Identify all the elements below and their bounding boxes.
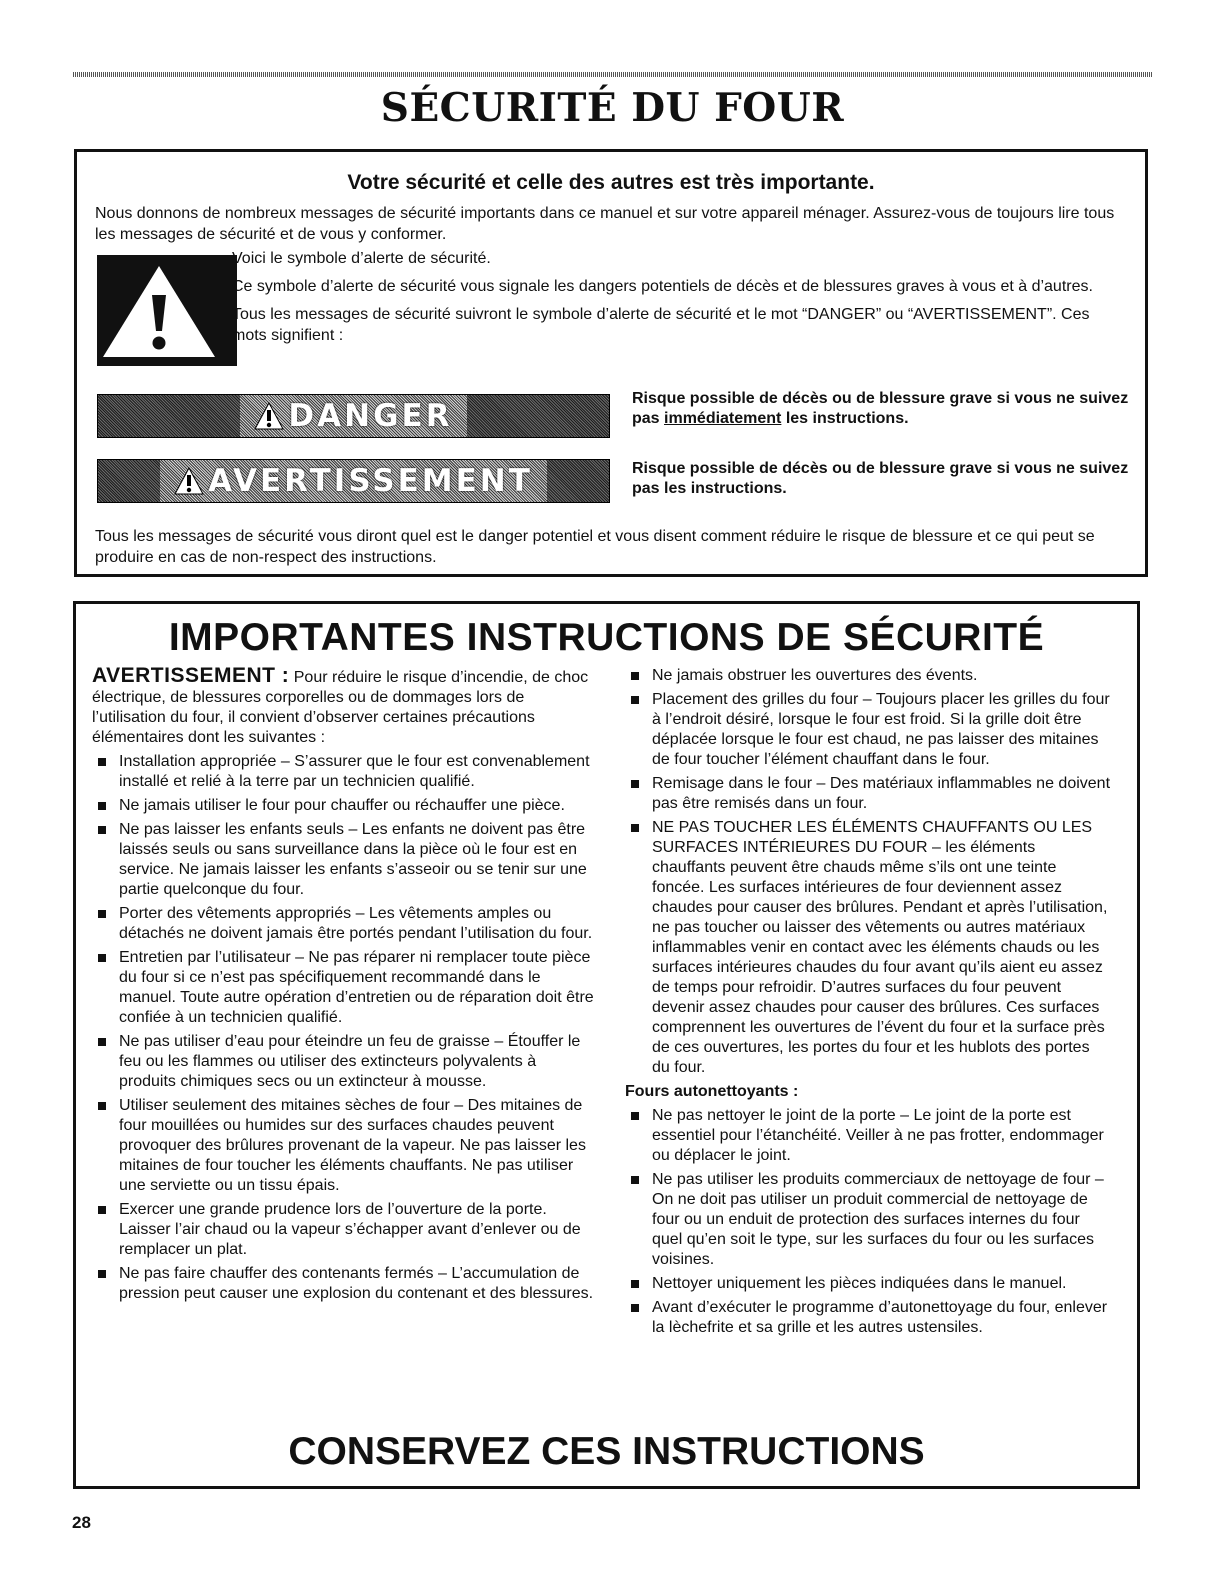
- bullet-icon: [98, 1102, 106, 1110]
- bullet-icon: [98, 954, 106, 962]
- bullet-icon: [631, 672, 639, 680]
- list-item: Exercer une grande prudence lors de l’ouverture de la porte. Laisser l’air chaud ou la vapeur s’échapper avant d’enlever ou de remplacer un plat.: [92, 1200, 597, 1260]
- safety-alert-symbol-icon: [97, 255, 237, 366]
- right-instruction-list: [625, 666, 1110, 1078]
- alert-explanation: [232, 248, 1112, 353]
- list-item: Ne pas faire chauffer des contenants fermés – L’accumulation de pression peut causer une explosion du contenant et des blessures.: [92, 1264, 597, 1304]
- safety-heading: Votre sécurité et celle des autres est très importante.: [347, 171, 875, 194]
- list-item: Installation appropriée – S’assurer que le four est convenablement installé et relié à la terre par un technicien qualifié.: [92, 752, 597, 792]
- bullet-icon: [631, 1304, 639, 1312]
- bullet-icon: [631, 780, 639, 788]
- list-item: Placement des grilles du four – Toujours placer les grilles du four à l’endroit désiré, lorsque le four est froid. Si la grille doit être déplacée lorsque le four est chaud, ne pas laisser des mitaines de four toucher l’élément chauffant dans le four.: [625, 690, 1110, 770]
- instructions-left-column: [92, 666, 597, 1308]
- list-item: Avant d’exécuter le programme d’autonettoyage du four, enlever la lèchefrite et sa grille et les autres ustensiles.: [625, 1298, 1110, 1338]
- list-item: Utiliser seulement des mitaines sèches de four – Des mitaines de four mouillées ou humides sur des surfaces chaudes peuvent provoquer des brûlures provenant de la vapeur. Ne pas laisser les mitaines de four toucher les éléments chauffants. Ne pas utiliser une serviette ou un tissu épais.: [92, 1096, 597, 1196]
- bullet-icon: [631, 1112, 639, 1120]
- left-instruction-list: [92, 752, 597, 1304]
- list-item: Entretien par l’utilisateur – Ne pas réparer ni remplacer toute pièce du four si ce n’est pas spécifiquement recommandé dans le manuel. Toute autre opération d’entretien ou de réparation doit être confiée à un technicien qualifié.: [92, 948, 597, 1028]
- bullet-icon: [98, 910, 106, 918]
- list-item: Remisage dans le four – Des matériaux inflammables ne doivent pas être remisés dans un four.: [625, 774, 1110, 814]
- page-number: 28: [72, 1513, 91, 1532]
- warning-banner: [97, 459, 610, 503]
- list-item: Ne jamais obstruer les ouvertures des évents.: [625, 666, 1110, 686]
- warning-intro: AVERTISSEMENT : Pour réduire le risque d’incendie, de choc électrique, de blessures corporelles ou de dommages lors de l’utilisation du four, il convient d’observer certaines précautions élémentaires dont les suivantes :: [92, 664, 589, 746]
- alert-paragraph: Tous les messages de sécurité suivront le symbole d’alerte de sécurité et le mot “DANGER” ou “AVERTISSEMENT”. Ces mots signifient :: [232, 306, 1090, 344]
- bullet-icon: [98, 1206, 106, 1214]
- list-item: Ne pas laisser les enfants seuls – Les enfants ne doivent pas être laissés seuls ou sans surveillance dans la pièce où le four est en service. Ne jamais laisser les enfants s’asseoir ou se tenir sur une partie quelconque du four.: [92, 820, 597, 900]
- danger-label: DANGER: [288, 398, 453, 434]
- top-rule: [73, 72, 1153, 77]
- instructions-title: IMPORTANTES INSTRUCTIONS DE SÉCURITÉ: [168, 616, 1045, 659]
- safety-footer: Tous les messages de sécurité vous diront quel est le danger potentiel et vous disent comment réduire le risque de blessure et ce qui peut se produire en cas de non-respect des instructions.: [95, 528, 1095, 566]
- alert-paragraph: Voici le symbole d’alerte de sécurité.: [232, 250, 491, 267]
- warning-triangle-icon: [254, 402, 284, 430]
- bullet-icon: [631, 1176, 639, 1184]
- list-item: NE PAS TOUCHER LES ÉLÉMENTS CHAUFFANTS OU LES SURFACES INTÉRIEURES DU FOUR – les éléments chauffants peuvent être chauds même s’ils ont une teinte foncée. Les surfaces intérieures de four deviennent assez chaudes pour causer des brûlures. Pendant et après l’utilisation, ne pas toucher ou laisser des vêtements ou autres matériaux inflammables venir en contact avec les éléments chauds ou les surfaces intérieures chaudes du four avant qu’ils aient eu assez de temps pour refroidir. D’autres surfaces du four peuvent devenir assez chaudes pour causer des brûlures. Ces surfaces comprennent les ouvertures de l’évent du four et la surface près de ces ouvertures, les portes du four et les hublots des portes du four.: [625, 818, 1110, 1078]
- page-title: SÉCURITÉ DU FOUR: [380, 85, 845, 131]
- list-item: Ne pas nettoyer le joint de la porte – Le joint de la porte est essentiel pour l’étanchéité. Veiller à ne pas frotter, endommager ou déplacer le joint.: [625, 1106, 1110, 1166]
- bullet-icon: [631, 696, 639, 704]
- bullet-icon: [98, 758, 106, 766]
- list-item: Porter des vêtements appropriés – Les vêtements amples ou détachés ne doivent jamais être portés pendant l’utilisation du four.: [92, 904, 597, 944]
- important-instructions-box: [73, 601, 1140, 1489]
- danger-banner: [97, 394, 610, 438]
- safety-message-box: [74, 149, 1148, 577]
- bullet-icon: [631, 824, 639, 832]
- warning-label: AVERTISSEMENT: [208, 463, 533, 499]
- list-item: Ne pas utiliser d’eau pour éteindre un feu de graisse – Étouffer le feu ou les flammes ou utiliser des extincteurs polyvalents à produits chimiques secs ou un extincteur à mousse.: [92, 1032, 597, 1092]
- list-item: Ne jamais utiliser le four pour chauffer ou réchauffer une pièce.: [92, 796, 597, 816]
- bullet-icon: [98, 1270, 106, 1278]
- danger-description: Risque possible de décès ou de blessure grave si vous ne suivez pas immédiatement les instructions.: [632, 390, 1129, 427]
- list-item: Ne pas utiliser les produits commerciaux de nettoyage de four – On ne doit pas utiliser un produit commercial de nettoyage de four ou un enduit de protection des surfaces internes du four quel qu’en soit le type, sur les surfaces du four ou les surfaces voisines.: [625, 1170, 1110, 1270]
- warning-triangle-icon: [174, 467, 204, 495]
- bullet-icon: [98, 826, 106, 834]
- save-instructions-footer: CONSERVEZ CES INSTRUCTIONS: [288, 1430, 925, 1473]
- alert-paragraph: Ce symbole d’alerte de sécurité vous signale les dangers potentiels de décès et de blessures graves à vous et à d’autres.: [232, 278, 1093, 295]
- bullet-icon: [631, 1280, 639, 1288]
- bullet-icon: [98, 1038, 106, 1046]
- instructions-right-column: [625, 666, 1110, 1342]
- self-cleaning-list: [625, 1106, 1110, 1338]
- list-item: Nettoyer uniquement les pièces indiquées dans le manuel.: [625, 1274, 1110, 1294]
- safety-intro: Nous donnons de nombreux messages de sécurité importants dans ce manuel et sur votre appareil ménager. Assurez-vous de toujours lire tous les messages de sécurité et de vous y conformer.: [95, 205, 1115, 243]
- bullet-icon: [98, 802, 106, 810]
- self-cleaning-heading: Fours autonettoyants :: [625, 1083, 799, 1100]
- warning-description: Risque possible de décès ou de blessure grave si vous ne suivez pas les instructions.: [632, 460, 1129, 497]
